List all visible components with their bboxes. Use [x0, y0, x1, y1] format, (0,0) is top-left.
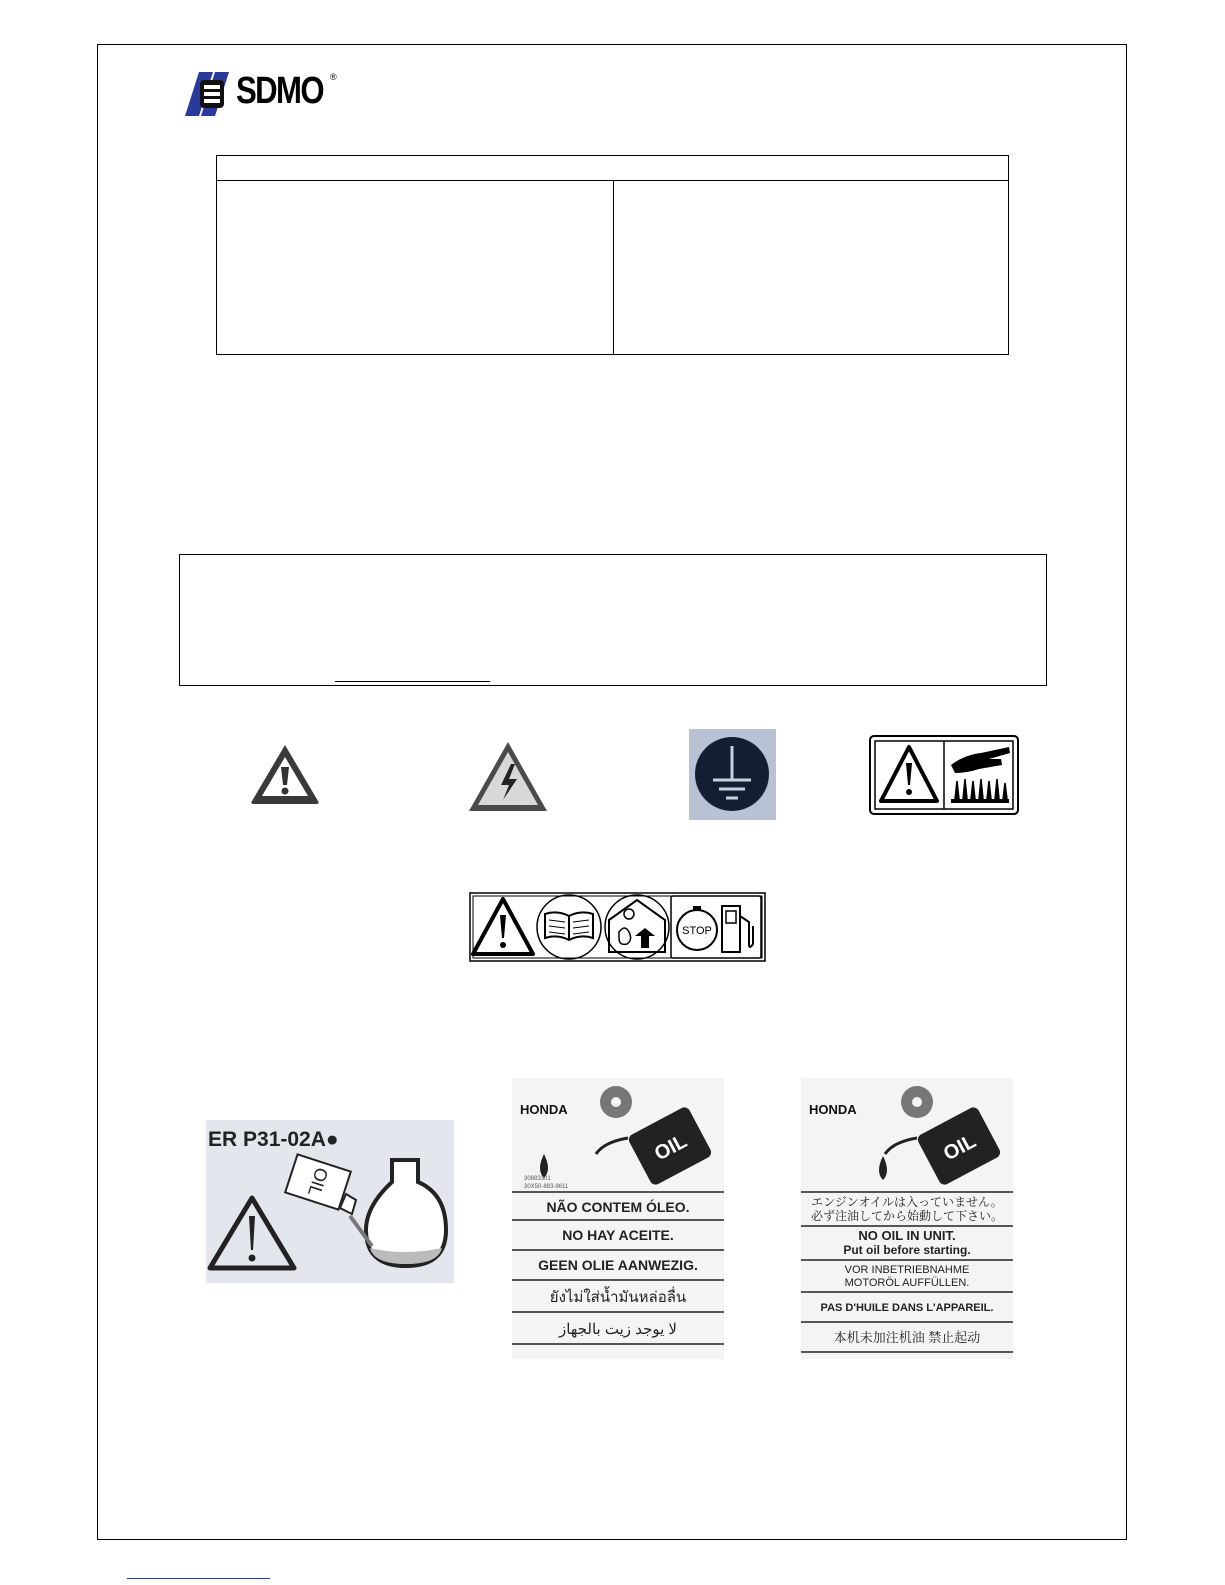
honda-oil-text-1: OIL — [651, 1130, 691, 1166]
honda-part-number-1: 30883301 — [524, 1176, 551, 1182]
stop-text: STOP — [682, 925, 712, 937]
honda-2-line-2: 必ず注油してから始動して下さい。 — [810, 1209, 1004, 1223]
read-manual-ventilation-stop-refuel-label-icon — [469, 892, 766, 962]
honda-2-line-6: MOTORÖL AUFFÜLLEN. — [844, 1277, 970, 1289]
honda-2-line-3: NO OIL IN UNIT. — [858, 1228, 956, 1243]
hot-surface-warning-label-icon — [869, 735, 1019, 815]
er-label-oil-text: OIL — [304, 1165, 332, 1199]
honda-oil-label-2 — [801, 1078, 1013, 1359]
warning-triangle-icon — [248, 741, 322, 806]
honda-2-line-1: エンジンオイルは入っていません。 — [811, 1195, 1003, 1209]
honda-2-line-4: Put oil before starting. — [843, 1243, 971, 1257]
honda-2-line-5: VOR INBETRIEBNAHME — [844, 1264, 970, 1276]
honda-1-line-4: ยังไม่ใส่น้ำมันหล่อลื่น — [549, 1289, 687, 1306]
earth-ground-icon — [689, 729, 776, 820]
footer-link-underline[interactable] — [127, 1578, 270, 1579]
sdmo-logo-text: SDMO — [236, 70, 323, 112]
sdmo-logo-mark — [185, 72, 235, 116]
notice-underline — [335, 681, 490, 682]
honda-2-line-8: 本机未加注机油 禁止起动 — [833, 1330, 981, 1345]
honda-1-line-2: NO HAY ACEITE. — [562, 1227, 674, 1243]
honda-2-line-7: PAS D'HUILE DANS L'APPAREIL. — [820, 1302, 994, 1314]
er-label-code: ER P31-02A● — [208, 1128, 339, 1151]
honda-brand-1: HONDA — [520, 1102, 568, 1117]
honda-part-number-2: 30X50-883-9611 — [524, 1184, 569, 1190]
notice-box — [179, 554, 1047, 686]
electric-shock-hazard-icon — [467, 740, 549, 813]
info-table-header — [217, 156, 1008, 181]
honda-1-line-5: لا يوجد زيت بالجهاز — [558, 1321, 678, 1338]
info-table-column-divider — [613, 181, 614, 355]
honda-oil-label-1 — [512, 1078, 724, 1359]
honda-oil-text-2: OIL — [940, 1130, 980, 1166]
info-table — [216, 155, 1009, 355]
er-oil-warning-label — [206, 1120, 454, 1283]
honda-brand-2: HONDA — [809, 1102, 857, 1117]
registered-mark: ® — [330, 72, 337, 82]
honda-1-line-1: NÃO CONTEM ÓLEO. — [546, 1199, 690, 1215]
honda-1-line-3: GEEN OLIE AANWEZIG. — [538, 1257, 698, 1273]
